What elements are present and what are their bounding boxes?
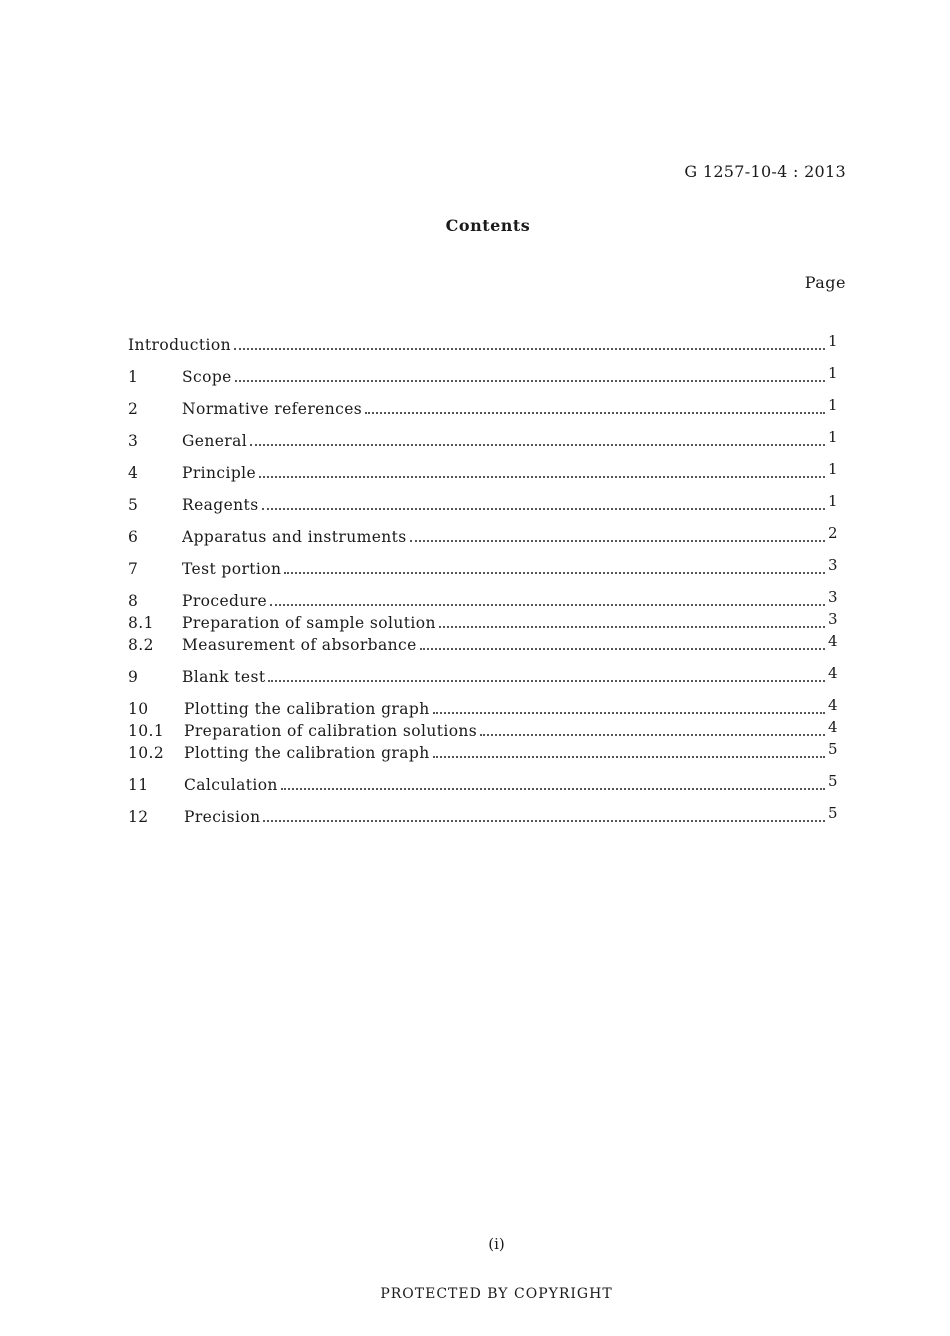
toc-entry-title: Introduction bbox=[128, 336, 231, 354]
toc-entry-6[interactable] bbox=[128, 526, 838, 548]
toc-entry-page: 3 bbox=[828, 588, 838, 606]
toc-entry-number: 10.2 bbox=[128, 744, 165, 762]
toc-dot-leader bbox=[480, 734, 825, 736]
document-id: G 1257-10-4 : 2013 bbox=[684, 162, 846, 181]
toc-entry-title: General bbox=[182, 432, 248, 450]
toc-entry-title: Precision bbox=[184, 808, 261, 826]
toc-dot-leader bbox=[410, 540, 825, 542]
toc-dot-leader bbox=[270, 604, 825, 606]
toc-entry-page: 3 bbox=[828, 556, 838, 574]
toc-entry-number: 3 bbox=[128, 432, 139, 450]
toc-entry-number: 2 bbox=[128, 400, 139, 418]
toc-entry-page: 4 bbox=[828, 632, 838, 650]
toc-dot-leader bbox=[365, 412, 825, 414]
toc-dot-leader bbox=[259, 476, 825, 478]
toc-entry-number: 1 bbox=[128, 368, 139, 386]
toc-entry-title: Preparation of sample solution bbox=[182, 614, 436, 632]
toc-entry-title: Plotting the calibration graph bbox=[184, 744, 430, 762]
toc-entry-title: Procedure bbox=[182, 592, 268, 610]
toc-dot-leader bbox=[439, 626, 825, 628]
toc-entry-title: Principle bbox=[182, 464, 257, 482]
toc-entry-number: 11 bbox=[128, 776, 149, 794]
toc-entry-title: Preparation of calibration solutions bbox=[184, 722, 478, 740]
toc-entry-page: 4 bbox=[828, 696, 838, 714]
toc-entry-page: 1 bbox=[828, 460, 838, 478]
toc-entry-introduction[interactable] bbox=[128, 334, 838, 356]
toc-entry-page: 5 bbox=[828, 772, 838, 790]
toc-entry-number: 8.1 bbox=[128, 614, 154, 632]
toc-entry-title: Test portion bbox=[182, 560, 282, 578]
toc-entry-title: Blank test bbox=[182, 668, 266, 686]
toc-dot-leader bbox=[262, 508, 826, 510]
toc-entry-number: 10.1 bbox=[128, 722, 165, 740]
toc-entry-10-2[interactable] bbox=[128, 742, 838, 764]
toc-dot-leader bbox=[250, 444, 825, 446]
toc-entry-8[interactable] bbox=[128, 590, 838, 612]
toc-entry-page: 5 bbox=[828, 804, 838, 822]
toc-entry-number: 8.2 bbox=[128, 636, 154, 654]
toc-entry-3[interactable] bbox=[128, 430, 838, 452]
page-title: Contents bbox=[445, 216, 531, 235]
toc-entry-1[interactable] bbox=[128, 366, 838, 388]
toc-entry-page: 1 bbox=[828, 332, 838, 350]
toc-entry-4[interactable] bbox=[128, 462, 838, 484]
toc-dot-leader bbox=[234, 348, 825, 350]
toc-entry-page: 3 bbox=[828, 610, 838, 628]
toc-entry-number: 6 bbox=[128, 528, 139, 546]
toc-entry-8-2[interactable] bbox=[128, 634, 838, 656]
toc-entry-page: 1 bbox=[828, 428, 838, 446]
toc-entry-7[interactable] bbox=[128, 558, 838, 580]
toc-dot-leader bbox=[433, 756, 825, 758]
toc-entry-page: 4 bbox=[828, 718, 838, 736]
toc-entry-5[interactable] bbox=[128, 494, 838, 516]
toc-entry-page: 1 bbox=[828, 364, 838, 382]
toc-dot-leader bbox=[433, 712, 825, 714]
toc-entry-number: 9 bbox=[128, 668, 139, 686]
toc-entry-9[interactable] bbox=[128, 666, 838, 688]
toc-entry-title: Apparatus and instruments bbox=[182, 528, 407, 546]
toc-entry-10-1[interactable] bbox=[128, 720, 838, 742]
toc-dot-leader bbox=[263, 820, 825, 822]
toc-entry-10[interactable] bbox=[128, 698, 838, 720]
toc-dot-leader bbox=[268, 680, 825, 682]
toc-dot-leader bbox=[420, 648, 825, 650]
toc-dot-leader bbox=[235, 380, 825, 382]
toc-entry-number: 12 bbox=[128, 808, 149, 826]
toc-entry-11[interactable] bbox=[128, 774, 838, 796]
toc-entry-number: 5 bbox=[128, 496, 139, 514]
toc-dot-leader bbox=[284, 572, 825, 574]
toc-entry-title: Normative references bbox=[182, 400, 363, 418]
toc-entry-12[interactable] bbox=[128, 806, 838, 828]
page-column-heading: Page bbox=[804, 273, 846, 292]
page-number: (i) bbox=[488, 1235, 505, 1253]
toc-entry-number: 4 bbox=[128, 464, 139, 482]
toc-entry-title: Measurement of absorbance bbox=[182, 636, 417, 654]
toc-entry-page: 1 bbox=[828, 492, 838, 510]
table-of-contents bbox=[128, 334, 838, 828]
toc-entry-8-1[interactable] bbox=[128, 612, 838, 634]
toc-entry-page: 1 bbox=[828, 396, 838, 414]
toc-entry-title: Calculation bbox=[184, 776, 278, 794]
copyright-notice: PROTECTED BY COPYRIGHT bbox=[380, 1286, 613, 1302]
toc-dot-leader bbox=[281, 788, 825, 790]
toc-entry-page: 5 bbox=[828, 740, 838, 758]
toc-entry-2[interactable] bbox=[128, 398, 838, 420]
toc-entry-title: Scope bbox=[182, 368, 232, 386]
toc-entry-page: 2 bbox=[828, 524, 838, 542]
toc-entry-number: 7 bbox=[128, 560, 139, 578]
toc-entry-title: Plotting the calibration graph bbox=[184, 700, 430, 718]
toc-entry-page: 4 bbox=[828, 664, 838, 682]
toc-entry-number: 10 bbox=[128, 700, 149, 718]
toc-entry-number: 8 bbox=[128, 592, 139, 610]
toc-entry-title: Reagents bbox=[182, 496, 259, 514]
